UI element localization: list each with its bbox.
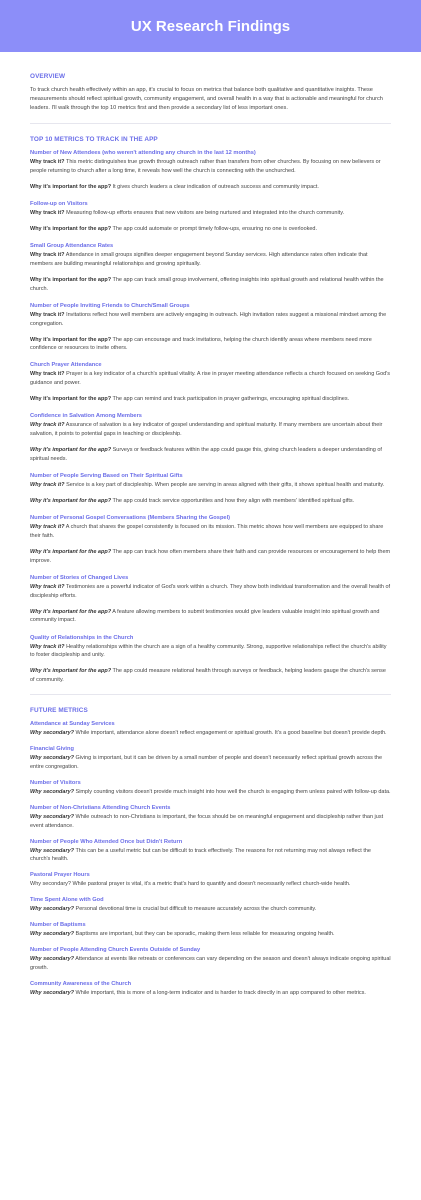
why-track-text: Measuring follow-up efforts ensures that new visitors are being nurtured and integrated into the church community.: [64, 209, 345, 216]
why-important-label: Why it's important for the app?: [30, 226, 112, 233]
metric-why-track: [30, 209, 391, 218]
metric-title: Number of People Serving Based on Their Spiritual Gifts: [30, 473, 183, 479]
why-track-text: Assurance of salvation is a key indicator of gospel understanding and spiritual maturity. If many members are uncertain about their salvation, it points to potential gaps in teaching or discipleship.: [30, 422, 383, 438]
future-metric-title: Number of Baptisms: [30, 922, 86, 929]
why-important-text: The app could measure relational health through surveys or feedback, helping leaders gauge the church's sense of community.: [30, 668, 386, 683]
why-important-label: Why it's important for the app?: [30, 498, 112, 505]
why-secondary-text: While outreach to non-Christians is important, the focus should be on meaningful engagement and discipleship rather than just event attendance.: [30, 814, 384, 829]
why-track-label: Why track it?: [30, 371, 65, 378]
why-important-text: The app could automate or prompt timely follow-ups, ensuring no one is overlooked.: [111, 226, 318, 233]
why-track-label: Why track it?: [30, 583, 65, 590]
why-important-text: The app could track service opportunities and how they align with members' identified spiritual gifts.: [111, 498, 355, 505]
why-track-text: Attendance in small groups signifies deeper engagement beyond Sunday services. High attendance rates often indicate that members are building meaningful relationships and growing spiritually.: [30, 252, 368, 267]
metric-why-important: [30, 225, 391, 234]
overview-section: [30, 73, 391, 113]
top-metrics-section: [30, 136, 391, 684]
metric-item: [30, 149, 391, 191]
why-secondary-text: Baptisms are important, but they can be sporadic, making them less reliable for measuring ongoing health.: [74, 931, 335, 938]
why-secondary-label: Why secondary?: [30, 906, 75, 913]
why-important-label: Why it's important for the app?: [30, 549, 112, 556]
future-metric-title: Time Spent Alone with God: [30, 897, 104, 904]
future-metric-reason: [30, 847, 391, 864]
overview-heading: OVERVIEW: [30, 73, 66, 80]
metric-title: Confidence in Salvation Among Members: [30, 413, 142, 420]
future-metrics-section: [30, 707, 391, 997]
future-metric-reason: [30, 989, 391, 998]
metric-why-track: [30, 523, 391, 540]
future-metric-title: Number of Visitors: [30, 780, 81, 787]
future-metric-item: [30, 896, 391, 914]
metric-why-track: [30, 158, 391, 175]
why-important-text: A feature allowing members to submit testimonies would give leaders valuable insight into spiritual growth and community impact.: [30, 608, 380, 624]
why-important-text: The app can track how often members share their faith and can provide resources or encouragement to help them improve.: [30, 549, 391, 564]
why-secondary-text: Giving is important, but it can be driven by a small number of people and doesn't necessarily reflect spiritual growth across the entire congregation.: [30, 755, 382, 771]
metric-item: [30, 361, 391, 403]
why-track-label: Why track it?: [30, 643, 65, 650]
metric-title: Number of People Inviting Friends to Church/Small Groups: [30, 302, 190, 309]
why-important-text: The app can encourage and track invitations, helping the church identify areas where members need more confidence or resources to invite others.: [30, 336, 372, 352]
future-metrics-heading: FUTURE METRICS: [30, 707, 88, 715]
why-secondary-text: While important, this is more of a long-term indicator and is harder to track directly in an app compared to other metrics.: [74, 989, 366, 996]
section-divider: [30, 123, 391, 124]
why-track-label: Why track it?: [30, 159, 65, 165]
future-metric-reason: [30, 813, 391, 830]
future-metric-item: [30, 946, 391, 972]
future-metric-title: Pastoral Prayer Hours: [30, 872, 90, 879]
metric-why-track: [30, 643, 391, 660]
top-metrics-heading: TOP 10 METRICS TO TRACK IN THE APP: [30, 136, 158, 143]
why-track-text: Healthy relationships within the church are a sign of a healthy community. Strong, supportive relationships reflect the church's ability to foster discipleship and unity.: [30, 643, 387, 659]
why-secondary-text: This can be a useful metric but can be difficult to track effectively. The reasons for not returning may not always reflect the church's health.: [30, 847, 371, 863]
section-divider: [30, 694, 391, 695]
metric-item: [30, 574, 391, 625]
why-secondary-text: Why secondary? While pastoral prayer is vital, it's a metric that's hard to quantify and doesn't necessarily reflect church-wide health.: [30, 881, 351, 888]
why-secondary-text: Simply counting visitors doesn't provide much insight into how well the church is engaging them unless paired with follow-up data.: [74, 789, 391, 796]
metric-why-important: [30, 276, 391, 293]
metric-title: Quality of Relationships in the Church: [30, 634, 134, 641]
why-secondary-text: Personal devotional time is crucial but difficult to measure accurately across the church community.: [74, 906, 317, 913]
metric-item: [30, 242, 391, 293]
why-track-label: Why track it?: [30, 209, 65, 216]
future-metric-title: Number of Non-Christians Attending Church Events: [30, 805, 171, 812]
why-secondary-label: Why secondary?: [30, 989, 75, 996]
metric-why-track: [30, 421, 391, 438]
metric-why-track: [30, 583, 391, 600]
why-track-text: This metric distinguishes true growth through outreach rather than transfers from other churches. By focusing on new believers or people returning to church after a long time, it reveals how well the church is connecting with the unchurched.: [30, 159, 381, 174]
why-track-text: A church that shares the gospel consistently is focused on its mission. This metric shows how well members are equipped to share their faith.: [30, 524, 384, 539]
why-secondary-label: Why secondary?: [30, 931, 75, 938]
why-track-text: Service is a key part of discipleship. When people are serving in areas aligned with their gifts, it shows spiritual health and maturity.: [64, 482, 385, 488]
metric-item: [30, 412, 391, 463]
why-secondary-label: Why secondary?: [30, 730, 75, 737]
why-important-label: Why it's important for the app?: [30, 183, 112, 190]
why-important-label: Why it's important for the app?: [30, 668, 112, 675]
future-metric-reason: [30, 754, 391, 771]
metric-title: Follow-up on Visitors: [30, 200, 88, 207]
metric-item: [30, 302, 391, 353]
why-secondary-text: While important, attendance alone doesn't reflect engagement or spiritual growth. It's a good baseline but doesn't provide depth.: [74, 730, 387, 737]
metric-why-important: [30, 497, 391, 506]
future-metric-title: Number of People Who Attended Once but Didn't Return: [30, 838, 183, 845]
metric-why-important: [30, 183, 391, 192]
page-header: [0, 0, 421, 52]
metric-why-track: [30, 481, 391, 490]
future-metric-title: Number of People Attending Church Events Outside of Sunday: [30, 947, 201, 954]
metric-title: Number of Stories of Changed Lives: [30, 574, 129, 581]
future-metric-reason: [30, 905, 391, 914]
metric-title: Church Prayer Attendance: [30, 362, 102, 369]
metric-title: Small Group Attendance Rates: [30, 243, 114, 250]
metric-why-track: [30, 370, 391, 387]
why-secondary-label: Why secondary?: [30, 755, 75, 762]
metric-title: Number of New Attendees (who weren't attending any church in the last 12 months): [30, 150, 256, 156]
why-track-text: Invitations reflect how well members are actively engaging in outreach. High invitation rates suggest a missional mindset among the congregation.: [30, 311, 387, 327]
future-metric-reason: [30, 788, 391, 797]
why-important-text: The app can remind and track participation in prayer gatherings, encouraging spiritual disciplines.: [111, 396, 350, 403]
metric-why-important: [30, 336, 391, 353]
why-secondary-label: Why secondary?: [30, 847, 75, 854]
why-secondary-label: Why secondary?: [30, 814, 75, 821]
why-track-label: Why track it?: [30, 252, 65, 259]
future-metric-title: Attendance at Sunday Services: [30, 721, 115, 728]
overview-paragraph: To track church health effectively within an app, it's crucial to focus on metrics that balance both qualitative and quantitative insights. These measurements should reflect spiritual growth, community engagement, and overall health in a way that is actionable and meaningful for church leaders. I'll walk through the top 10 metrics first and then provide a secondary list of less important ones.: [30, 87, 383, 111]
future-metric-item: [30, 871, 391, 889]
metric-why-important: [30, 446, 391, 463]
why-track-label: Why track it?: [30, 422, 65, 429]
future-metric-item: [30, 921, 391, 939]
metric-item: [30, 634, 391, 685]
future-metric-item: [30, 745, 391, 771]
metric-why-track: [30, 311, 391, 328]
why-important-text: The app can track small group involvement, offering insights into spiritual growth and relational health within the church.: [30, 277, 384, 292]
why-important-label: Why it's important for the app?: [30, 336, 112, 343]
future-metric-item: [30, 779, 391, 797]
future-metric-reason: [30, 880, 391, 889]
future-metric-reason: [30, 955, 391, 972]
why-secondary-text: Attendance at events like retreats or conferences can vary depending on the season and doesn't always indicate ongoing spiritual growth.: [30, 956, 391, 971]
why-important-text: It gives church leaders a clear indication of outreach success and community impact.: [111, 183, 319, 190]
metric-why-track: [30, 251, 391, 268]
why-track-label: Why track it?: [30, 524, 65, 531]
why-secondary-label: Why secondary?: [30, 789, 75, 796]
why-track-label: Why track it?: [30, 482, 65, 488]
future-metric-item: [30, 980, 391, 998]
why-important-label: Why it's important for the app?: [30, 447, 112, 454]
why-track-text: Prayer is a key indicator of a church's spiritual vitality. A rise in prayer meeting attendance reflects a church focused on seeking God's guidance and power.: [30, 371, 390, 387]
why-track-text: Testimonies are a powerful indicator of God's work within a church. They show both individual transformation and the overall health of discipleship efforts.: [30, 583, 391, 599]
future-metric-title: Community Awareness of the Church: [30, 980, 132, 987]
page-title: UX Research Findings: [130, 17, 291, 35]
future-metric-item: [30, 720, 391, 738]
why-secondary-label: Why secondary?: [30, 956, 75, 963]
metric-title: Number of Personal Gospel Conversations (Members Sharing the Gospel): [30, 515, 231, 522]
metric-why-important: [30, 548, 391, 565]
future-metric-reason: [30, 729, 391, 738]
metric-why-important: [30, 608, 391, 625]
metric-item: [30, 514, 391, 565]
metric-item: [30, 472, 391, 506]
document-body: [0, 52, 421, 997]
why-important-label: Why it's important for the app?: [30, 396, 112, 403]
future-metric-item: [30, 838, 391, 864]
future-metric-title: Financial Giving: [30, 746, 74, 753]
future-metric-item: [30, 804, 391, 830]
why-important-label: Why it's important for the app?: [30, 277, 112, 284]
why-important-label: Why it's important for the app?: [30, 608, 112, 615]
why-track-label: Why track it?: [30, 311, 65, 318]
why-important-text: Surveys or feedback features within the app could gauge this, giving church leaders a deeper understanding of spiritual needs.: [30, 447, 382, 462]
metric-why-important: [30, 395, 391, 404]
future-metric-reason: [30, 930, 391, 939]
metric-item: [30, 200, 391, 234]
metric-why-important: [30, 667, 391, 684]
